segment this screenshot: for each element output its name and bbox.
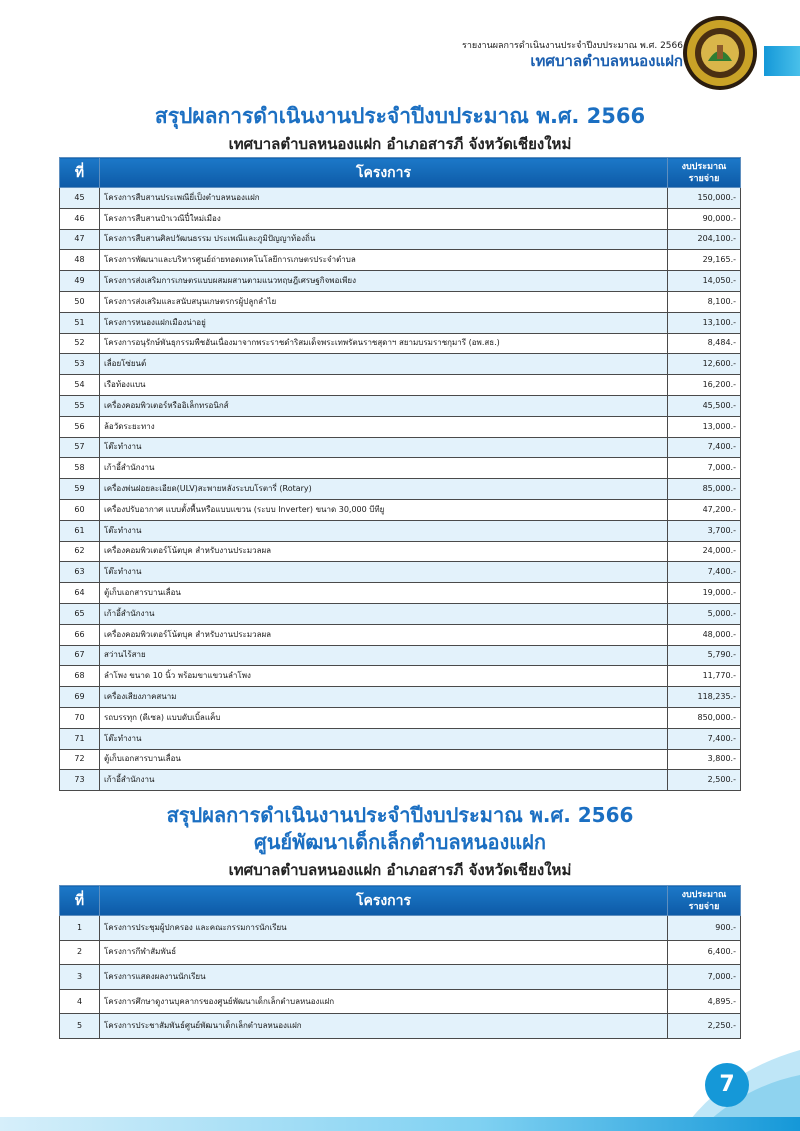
- row-number: 57: [60, 437, 100, 458]
- column-header-no: ที่: [60, 886, 100, 916]
- budget-amount: 4,895.-: [668, 989, 741, 1014]
- footer-accent-bar: [0, 1117, 800, 1131]
- budget-amount: 47,200.-: [668, 499, 741, 520]
- row-number: 45: [60, 188, 100, 209]
- row-number: 4: [60, 989, 100, 1014]
- table-row: [60, 312, 741, 333]
- table-row: [60, 707, 741, 728]
- page-number: 7: [705, 1063, 749, 1107]
- project-name: ตู้เก็บเอกสารบานเลื่อน: [100, 583, 668, 604]
- project-name: เครื่องคอมพิวเตอร์หรืออิเล็กทรอนิกส์: [100, 395, 668, 416]
- section2-subtitle: เทศบาลตำบลหนองแฝก อำเภอสารภี จังหวัดเชียงใหม่: [228, 861, 572, 879]
- table-row: [60, 666, 741, 687]
- row-number: 71: [60, 728, 100, 749]
- table-row: [60, 989, 741, 1014]
- project-name: โครงการอนุรักษ์พันธุกรรมพืชอันเนื่องมาจากพระราชดำริสมเด็จพระเทพรัตนราชสุดาฯ สยามบรมราชกุมารี (อพ.สธ.): [100, 333, 668, 354]
- project-name: เก้าอี้สำนักงาน: [100, 603, 668, 624]
- section2-title-line1: สรุปผลการดำเนินงานประจำปีงบประมาณ พ.ศ. 2566: [166, 803, 634, 827]
- budget-amount: 7,000.-: [668, 458, 741, 479]
- budget-amount: 8,484.-: [668, 333, 741, 354]
- header-accent-bar: [764, 46, 800, 76]
- project-name: เก้าอี้สำนักงาน: [100, 458, 668, 479]
- row-number: 67: [60, 645, 100, 666]
- budget-amount: 118,235.-: [668, 687, 741, 708]
- budget-header-line1: งบประมาณ: [681, 889, 727, 900]
- row-number: 62: [60, 541, 100, 562]
- table-row: [60, 375, 741, 396]
- table-row: [60, 1014, 741, 1039]
- project-name: โครงการศึกษาดูงานบุคลากรของศูนย์พัฒนาเด็กเล็กตำบลหนองแฝก: [100, 989, 668, 1014]
- row-number: 70: [60, 707, 100, 728]
- column-header-no: ที่: [60, 158, 100, 188]
- table-row: [60, 687, 741, 708]
- table-row: [60, 354, 741, 375]
- project-name: โครงการกีฬาสัมพันธ์: [100, 940, 668, 965]
- table-row: [60, 479, 741, 500]
- table-row: [60, 645, 741, 666]
- childcare-projects-table: [59, 885, 741, 1039]
- table-row: [60, 250, 741, 271]
- budget-amount: 7,400.-: [668, 562, 741, 583]
- project-name: เครื่องคอมพิวเตอร์โน้ตบุค สำหรับงานประมวลผล: [100, 624, 668, 645]
- table-row: [60, 603, 741, 624]
- budget-amount: 16,200.-: [668, 375, 741, 396]
- row-number: 60: [60, 499, 100, 520]
- budget-amount: 2,250.-: [668, 1014, 741, 1039]
- budget-amount: 19,000.-: [668, 583, 741, 604]
- budget-amount: 900.-: [668, 916, 741, 941]
- row-number: 63: [60, 562, 100, 583]
- row-number: 51: [60, 312, 100, 333]
- row-number: 1: [60, 916, 100, 941]
- project-name: เครื่องพ่นฝอยละเอียด(ULV)สะพายหลังระบบโรตารี่ (Rotary): [100, 479, 668, 500]
- table-row: [60, 940, 741, 965]
- row-number: 48: [60, 250, 100, 271]
- budget-header-line2: รายจ่าย: [688, 173, 720, 184]
- row-number: 49: [60, 271, 100, 292]
- row-number: 58: [60, 458, 100, 479]
- column-header-budget: [668, 158, 741, 188]
- project-name: โครงการสืบสานป๋าเวณีปี๋ใหม่เมือง: [100, 208, 668, 229]
- section1-title: สรุปผลการดำเนินงานประจำปีงบประมาณ พ.ศ. 2566: [154, 104, 646, 128]
- project-name: โต๊ะทำงาน: [100, 437, 668, 458]
- budget-amount: 45,500.-: [668, 395, 741, 416]
- table-row: [60, 416, 741, 437]
- budget-amount: 7,400.-: [668, 728, 741, 749]
- row-number: 56: [60, 416, 100, 437]
- budget-amount: 13,000.-: [668, 416, 741, 437]
- budget-amount: 850,000.-: [668, 707, 741, 728]
- budget-amount: 5,790.-: [668, 645, 741, 666]
- project-name: โต๊ะทำงาน: [100, 520, 668, 541]
- project-name: โครงการประชาสัมพันธ์ศูนย์พัฒนาเด็กเล็กตำบลหนองแฝก: [100, 1014, 668, 1039]
- row-number: 72: [60, 749, 100, 770]
- budget-amount: 8,100.-: [668, 291, 741, 312]
- table-row: [60, 437, 741, 458]
- row-number: 47: [60, 229, 100, 250]
- childcare-projects-table-body: [60, 916, 741, 1039]
- project-name: โครงการแสดงผลงานนักเรียน: [100, 965, 668, 990]
- project-name: โครงการสืบสานศิลปวัฒนธรรม ประเพณีและภูมิปัญญาท้องถิ่น: [100, 229, 668, 250]
- project-name: ลำโพง ขนาด 10 นิ้ว พร้อมขาแขวนลำโพง: [100, 666, 668, 687]
- row-number: 64: [60, 583, 100, 604]
- budget-header-line2: รายจ่าย: [688, 901, 720, 912]
- budget-amount: 204,100.-: [668, 229, 741, 250]
- row-number: 68: [60, 666, 100, 687]
- row-number: 59: [60, 479, 100, 500]
- table-row: [60, 395, 741, 416]
- budget-amount: 24,000.-: [668, 541, 741, 562]
- budget-amount: 85,000.-: [668, 479, 741, 500]
- table-row: [60, 749, 741, 770]
- report-subtitle: รายงานผลการดำเนินงานประจำปีงบประมาณ พ.ศ. 2566: [461, 41, 683, 51]
- row-number: 61: [60, 520, 100, 541]
- project-name: โครงการส่งเสริมการเกษตรแบบผสมผสานตามแนวทฤษฎีเศรษฐกิจพอเพียง: [100, 271, 668, 292]
- row-number: 65: [60, 603, 100, 624]
- project-name: โครงการสืบสานประเพณียี่เป็งตำบลหนองแฝก: [100, 188, 668, 209]
- row-number: 2: [60, 940, 100, 965]
- project-name: โครงการพัฒนาและบริหารศูนย์ถ่ายทอดเทคโนโลยีการเกษตรประจำตำบล: [100, 250, 668, 271]
- budget-amount: 150,000.-: [668, 188, 741, 209]
- project-name: สว่านไร้สาย: [100, 645, 668, 666]
- row-number: 52: [60, 333, 100, 354]
- table-row: [60, 271, 741, 292]
- row-number: 50: [60, 291, 100, 312]
- project-name: เลื่อยโซ่ยนต์: [100, 354, 668, 375]
- table-row: [60, 458, 741, 479]
- row-number: 3: [60, 965, 100, 990]
- table-row: [60, 624, 741, 645]
- budget-amount: 29,165.-: [668, 250, 741, 271]
- row-number: 66: [60, 624, 100, 645]
- project-name: ตู้เก็บเอกสารบานเลื่อน: [100, 749, 668, 770]
- project-name: เรือท้องแบน: [100, 375, 668, 396]
- table-row: [60, 916, 741, 941]
- column-header-budget: [668, 886, 741, 916]
- table-row: [60, 562, 741, 583]
- budget-amount: 5,000.-: [668, 603, 741, 624]
- section1-subtitle: เทศบาลตำบลหนองแฝก อำเภอสารภี จังหวัดเชียงใหม่: [228, 135, 572, 153]
- project-name: โครงการหนองแฝกเมืองน่าอยู่: [100, 312, 668, 333]
- organization-name: เทศบาลตำบลหนองแฝก: [530, 52, 683, 70]
- table-row: [60, 229, 741, 250]
- budget-amount: 14,050.-: [668, 271, 741, 292]
- project-name: โครงการประชุมผู้ปกครอง และคณะกรรมการนักเรียน: [100, 916, 668, 941]
- budget-amount: 90,000.-: [668, 208, 741, 229]
- row-number: 46: [60, 208, 100, 229]
- projects-table: [59, 157, 741, 791]
- row-number: 55: [60, 395, 100, 416]
- table-row: [60, 499, 741, 520]
- row-number: 54: [60, 375, 100, 396]
- column-header-project: โครงการ: [100, 158, 668, 188]
- table-row: [60, 583, 741, 604]
- table-row: [60, 520, 741, 541]
- project-name: โครงการส่งเสริมและสนับสนุนเกษตรกรผู้ปลูกลำไย: [100, 291, 668, 312]
- table-row: [60, 541, 741, 562]
- budget-header-line1: งบประมาณ: [681, 161, 727, 172]
- budget-amount: 6,400.-: [668, 940, 741, 965]
- project-name: เก้าอี้สำนักงาน: [100, 770, 668, 791]
- budget-amount: 7,000.-: [668, 965, 741, 990]
- project-name: เครื่องปรับอากาศ แบบตั้งพื้นหรือแบบแขวน (ระบบ Inverter) ขนาด 30,000 บีทียู: [100, 499, 668, 520]
- municipality-seal-icon: [682, 15, 758, 91]
- budget-amount: 13,100.-: [668, 312, 741, 333]
- budget-amount: 2,500.-: [668, 770, 741, 791]
- page-header: [462, 40, 683, 70]
- row-number: 5: [60, 1014, 100, 1039]
- section2-title-line2: ศูนย์พัฒนาเด็กเล็กตำบลหนองแฝก: [254, 830, 546, 854]
- row-number: 73: [60, 770, 100, 791]
- table-row: [60, 188, 741, 209]
- project-name: โต๊ะทำงาน: [100, 728, 668, 749]
- row-number: 69: [60, 687, 100, 708]
- table-row: [60, 291, 741, 312]
- budget-amount: 7,400.-: [668, 437, 741, 458]
- column-header-project: โครงการ: [100, 886, 668, 916]
- project-name: รถบรรทุก (ดีเซล) แบบดับเบิ้ลแค็บ: [100, 707, 668, 728]
- project-name: เครื่องเสียงภาคสนาม: [100, 687, 668, 708]
- budget-amount: 12,600.-: [668, 354, 741, 375]
- projects-table-body: [60, 188, 741, 791]
- budget-amount: 3,700.-: [668, 520, 741, 541]
- table-row: [60, 333, 741, 354]
- table-row: [60, 208, 741, 229]
- project-name: ล้อวัดระยะทาง: [100, 416, 668, 437]
- row-number: 53: [60, 354, 100, 375]
- table-row: [60, 770, 741, 791]
- table-row: [60, 728, 741, 749]
- budget-amount: 3,800.-: [668, 749, 741, 770]
- table-row: [60, 965, 741, 990]
- project-name: โต๊ะทำงาน: [100, 562, 668, 583]
- budget-amount: 11,770.-: [668, 666, 741, 687]
- budget-amount: 48,000.-: [668, 624, 741, 645]
- project-name: เครื่องคอมพิวเตอร์โน้ตบุค สำหรับงานประมวลผล: [100, 541, 668, 562]
